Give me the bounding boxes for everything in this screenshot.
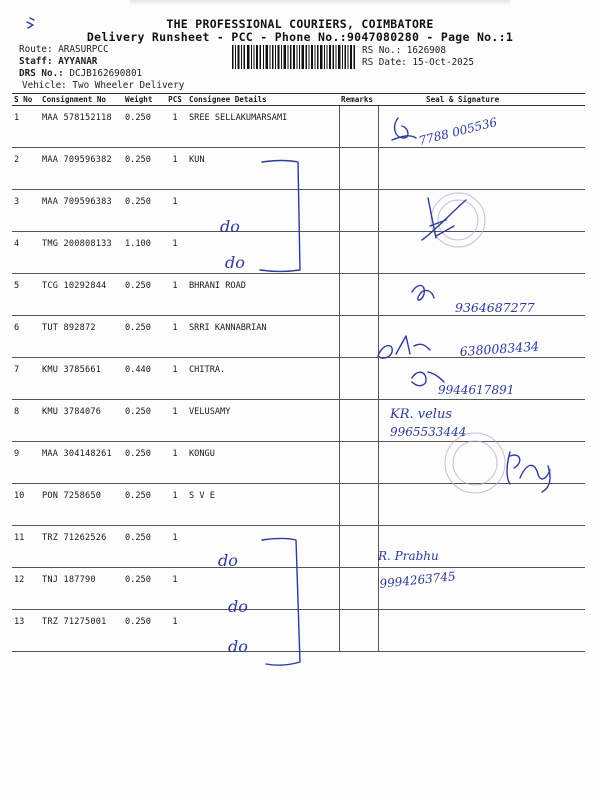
table-row — [12, 106, 585, 148]
cell-sno: 13 — [12, 610, 40, 652]
runsheet-table-wrap — [12, 93, 585, 652]
rs-no-line — [362, 45, 446, 56]
table-row — [12, 148, 585, 190]
cell-consignee: SRRI KANNABRIAN — [187, 316, 339, 358]
cell-pcs: 1 — [163, 526, 187, 568]
name-row-8: KR. velus — [390, 407, 453, 422]
phone-row-5: 9364687277 — [455, 300, 535, 315]
scan-edge-shadow — [130, 0, 510, 6]
cell-sno: 9 — [12, 442, 40, 484]
cell-seal-signature — [378, 484, 585, 526]
route-line — [19, 44, 109, 55]
vehicle-line — [22, 80, 184, 91]
table-row — [12, 232, 585, 274]
staff-label: Staff: — [19, 56, 53, 67]
table-header-row — [12, 94, 585, 106]
cell-remarks — [339, 232, 378, 274]
ditto-row-12: do — [228, 597, 248, 616]
cell-remarks — [339, 274, 378, 316]
cell-seal-signature — [378, 400, 585, 442]
cell-sno: 2 — [12, 148, 40, 190]
cell-weight: 1.100 — [123, 232, 163, 274]
col-header-consignment: Consignment No — [40, 94, 123, 106]
table-row — [12, 610, 585, 652]
col-header-weight: Weight — [123, 94, 163, 106]
cell-consignment: MAA 304148261 — [40, 442, 123, 484]
cell-consignment: TCG 10292844 — [40, 274, 123, 316]
cell-consignment: TNJ 187790 — [40, 568, 123, 610]
cell-consignment: TMG 200808133 — [40, 232, 123, 274]
cell-remarks — [339, 190, 378, 232]
cell-remarks — [339, 358, 378, 400]
phone-row-7: 9944617891 — [438, 383, 515, 397]
cell-seal-signature — [378, 148, 585, 190]
cell-sno: 6 — [12, 316, 40, 358]
cell-consignment: KMU 3784076 — [40, 400, 123, 442]
phone-row-1: 7788 005536 — [417, 114, 499, 148]
cell-seal-signature — [378, 316, 585, 358]
cell-pcs: 1 — [163, 568, 187, 610]
cell-remarks — [339, 400, 378, 442]
cell-sno: 4 — [12, 232, 40, 274]
cell-seal-signature — [378, 526, 585, 568]
table-row — [12, 484, 585, 526]
cell-pcs: 1 — [163, 106, 187, 148]
cell-sno: 8 — [12, 400, 40, 442]
ditto-row-13: do — [228, 637, 248, 656]
table-row — [12, 190, 585, 232]
cell-pcs: 1 — [163, 442, 187, 484]
cell-pcs: 1 — [163, 316, 187, 358]
col-header-consignee: Consignee Details — [187, 94, 339, 106]
cell-weight: 0.250 — [123, 610, 163, 652]
vehicle-label: Vehicle: — [22, 80, 67, 91]
drs-line — [19, 68, 142, 79]
table-row — [12, 274, 585, 316]
barcode — [232, 45, 356, 69]
cell-pcs: 1 — [163, 232, 187, 274]
cell-remarks — [339, 610, 378, 652]
cell-consignee: BHRANI ROAD — [187, 274, 339, 316]
cell-remarks — [339, 148, 378, 190]
cell-remarks — [339, 568, 378, 610]
cell-consignee: KUN — [187, 148, 339, 190]
cell-consignee — [187, 526, 339, 568]
phone-row-11: 9994263745 — [378, 569, 457, 591]
cell-pcs: 1 — [163, 274, 187, 316]
cell-sno: 11 — [12, 526, 40, 568]
table-row — [12, 400, 585, 442]
company-title: THE PROFESSIONAL COURIERS, COIMBATORE — [166, 17, 434, 31]
cell-pcs: 1 — [163, 190, 187, 232]
cell-consignee: CHITRA. — [187, 358, 339, 400]
cell-sno: 5 — [12, 274, 40, 316]
rs-date-line — [362, 57, 474, 68]
cell-consignment: TUT 892872 — [40, 316, 123, 358]
cell-consignee — [187, 232, 339, 274]
rs-date-label: RS Date: — [362, 57, 407, 68]
cell-seal-signature — [378, 442, 585, 484]
col-header-remarks: Remarks — [339, 94, 378, 106]
table-row — [12, 568, 585, 610]
cell-sno: 1 — [12, 106, 40, 148]
cell-seal-signature — [378, 106, 585, 148]
table-row — [12, 442, 585, 484]
cell-consignee — [187, 568, 339, 610]
table-body — [12, 106, 585, 652]
cell-seal-signature — [378, 610, 585, 652]
cell-seal-signature — [378, 232, 585, 274]
cell-consignment: KMU 3785661 — [40, 358, 123, 400]
cell-consignee — [187, 190, 339, 232]
col-header-sno: S No — [12, 94, 40, 106]
ditto-row-4: do — [225, 253, 245, 272]
cell-consignment: TRZ 71262526 — [40, 526, 123, 568]
cell-remarks — [339, 316, 378, 358]
runsheet-title: Delivery Runsheet - PCC - Phone No.:9047080280 - Page No.:1 — [86, 30, 514, 44]
ditto-row-3: do — [220, 217, 240, 236]
cell-seal-signature — [378, 190, 585, 232]
cell-weight: 0.250 — [123, 526, 163, 568]
cell-weight: 0.250 — [123, 442, 163, 484]
cell-weight: 0.250 — [123, 316, 163, 358]
cell-seal-signature — [378, 568, 585, 610]
cell-sno: 3 — [12, 190, 40, 232]
cell-pcs: 1 — [163, 358, 187, 400]
cell-pcs: 1 — [163, 484, 187, 526]
cell-consignment: MAA 578152118 — [40, 106, 123, 148]
cell-seal-signature — [378, 274, 585, 316]
cell-consignment: MAA 709596383 — [40, 190, 123, 232]
cell-remarks — [339, 526, 378, 568]
runsheet-table — [12, 93, 585, 652]
cell-pcs: 1 — [163, 610, 187, 652]
table-row — [12, 316, 585, 358]
cell-remarks — [339, 442, 378, 484]
cell-remarks — [339, 106, 378, 148]
rs-date-value: 15-Oct-2025 — [412, 57, 474, 68]
rs-no-label: RS No.: — [362, 45, 402, 56]
col-header-pcs: PCS — [163, 94, 187, 106]
table-row — [12, 358, 585, 400]
cell-pcs: 1 — [163, 148, 187, 190]
col-header-seal: Seal & Signature — [378, 94, 585, 106]
phone-row-6: 6380083434 — [459, 338, 540, 359]
cell-weight: 0.250 — [123, 148, 163, 190]
route-value: ARASURPCC — [58, 44, 109, 55]
name-row-11: R. Prabhu — [378, 549, 439, 563]
cell-seal-signature — [378, 358, 585, 400]
staff-value: AYYANAR — [58, 56, 98, 67]
cell-consignment: MAA 709596382 — [40, 148, 123, 190]
cell-weight: 0.250 — [123, 484, 163, 526]
cell-weight: 0.250 — [123, 274, 163, 316]
cell-consignee: VELUSAMY — [187, 400, 339, 442]
vehicle-value: Two Wheeler Delivery — [72, 80, 185, 91]
cell-pcs: 1 — [163, 400, 187, 442]
cell-weight: 0.250 — [123, 106, 163, 148]
cell-consignee: KONGU — [187, 442, 339, 484]
cell-sno: 12 — [12, 568, 40, 610]
phone-row-8: 9965533444 — [390, 425, 467, 439]
cell-sno: 10 — [12, 484, 40, 526]
ditto-row-11: do — [218, 551, 238, 570]
cell-weight: 0.250 — [123, 400, 163, 442]
staff-line — [19, 56, 97, 67]
cell-consignee: SREE SELLAKUMARSAMI — [187, 106, 339, 148]
drs-value: DCJB162690801 — [69, 68, 143, 79]
cell-consignee: S V E — [187, 484, 339, 526]
cell-remarks — [339, 484, 378, 526]
cell-sno: 7 — [12, 358, 40, 400]
cell-consignment: PON 7258650 — [40, 484, 123, 526]
cell-weight: 0.440 — [123, 358, 163, 400]
cell-consignment: TRZ 71275001 — [40, 610, 123, 652]
drs-label: DRS No.: — [19, 68, 64, 79]
cell-weight: 0.250 — [123, 190, 163, 232]
rs-no-value: 1626908 — [406, 45, 446, 56]
cell-consignee — [187, 610, 339, 652]
cell-weight: 0.250 — [123, 568, 163, 610]
route-label: Route: — [19, 44, 53, 55]
table-row — [12, 526, 585, 568]
